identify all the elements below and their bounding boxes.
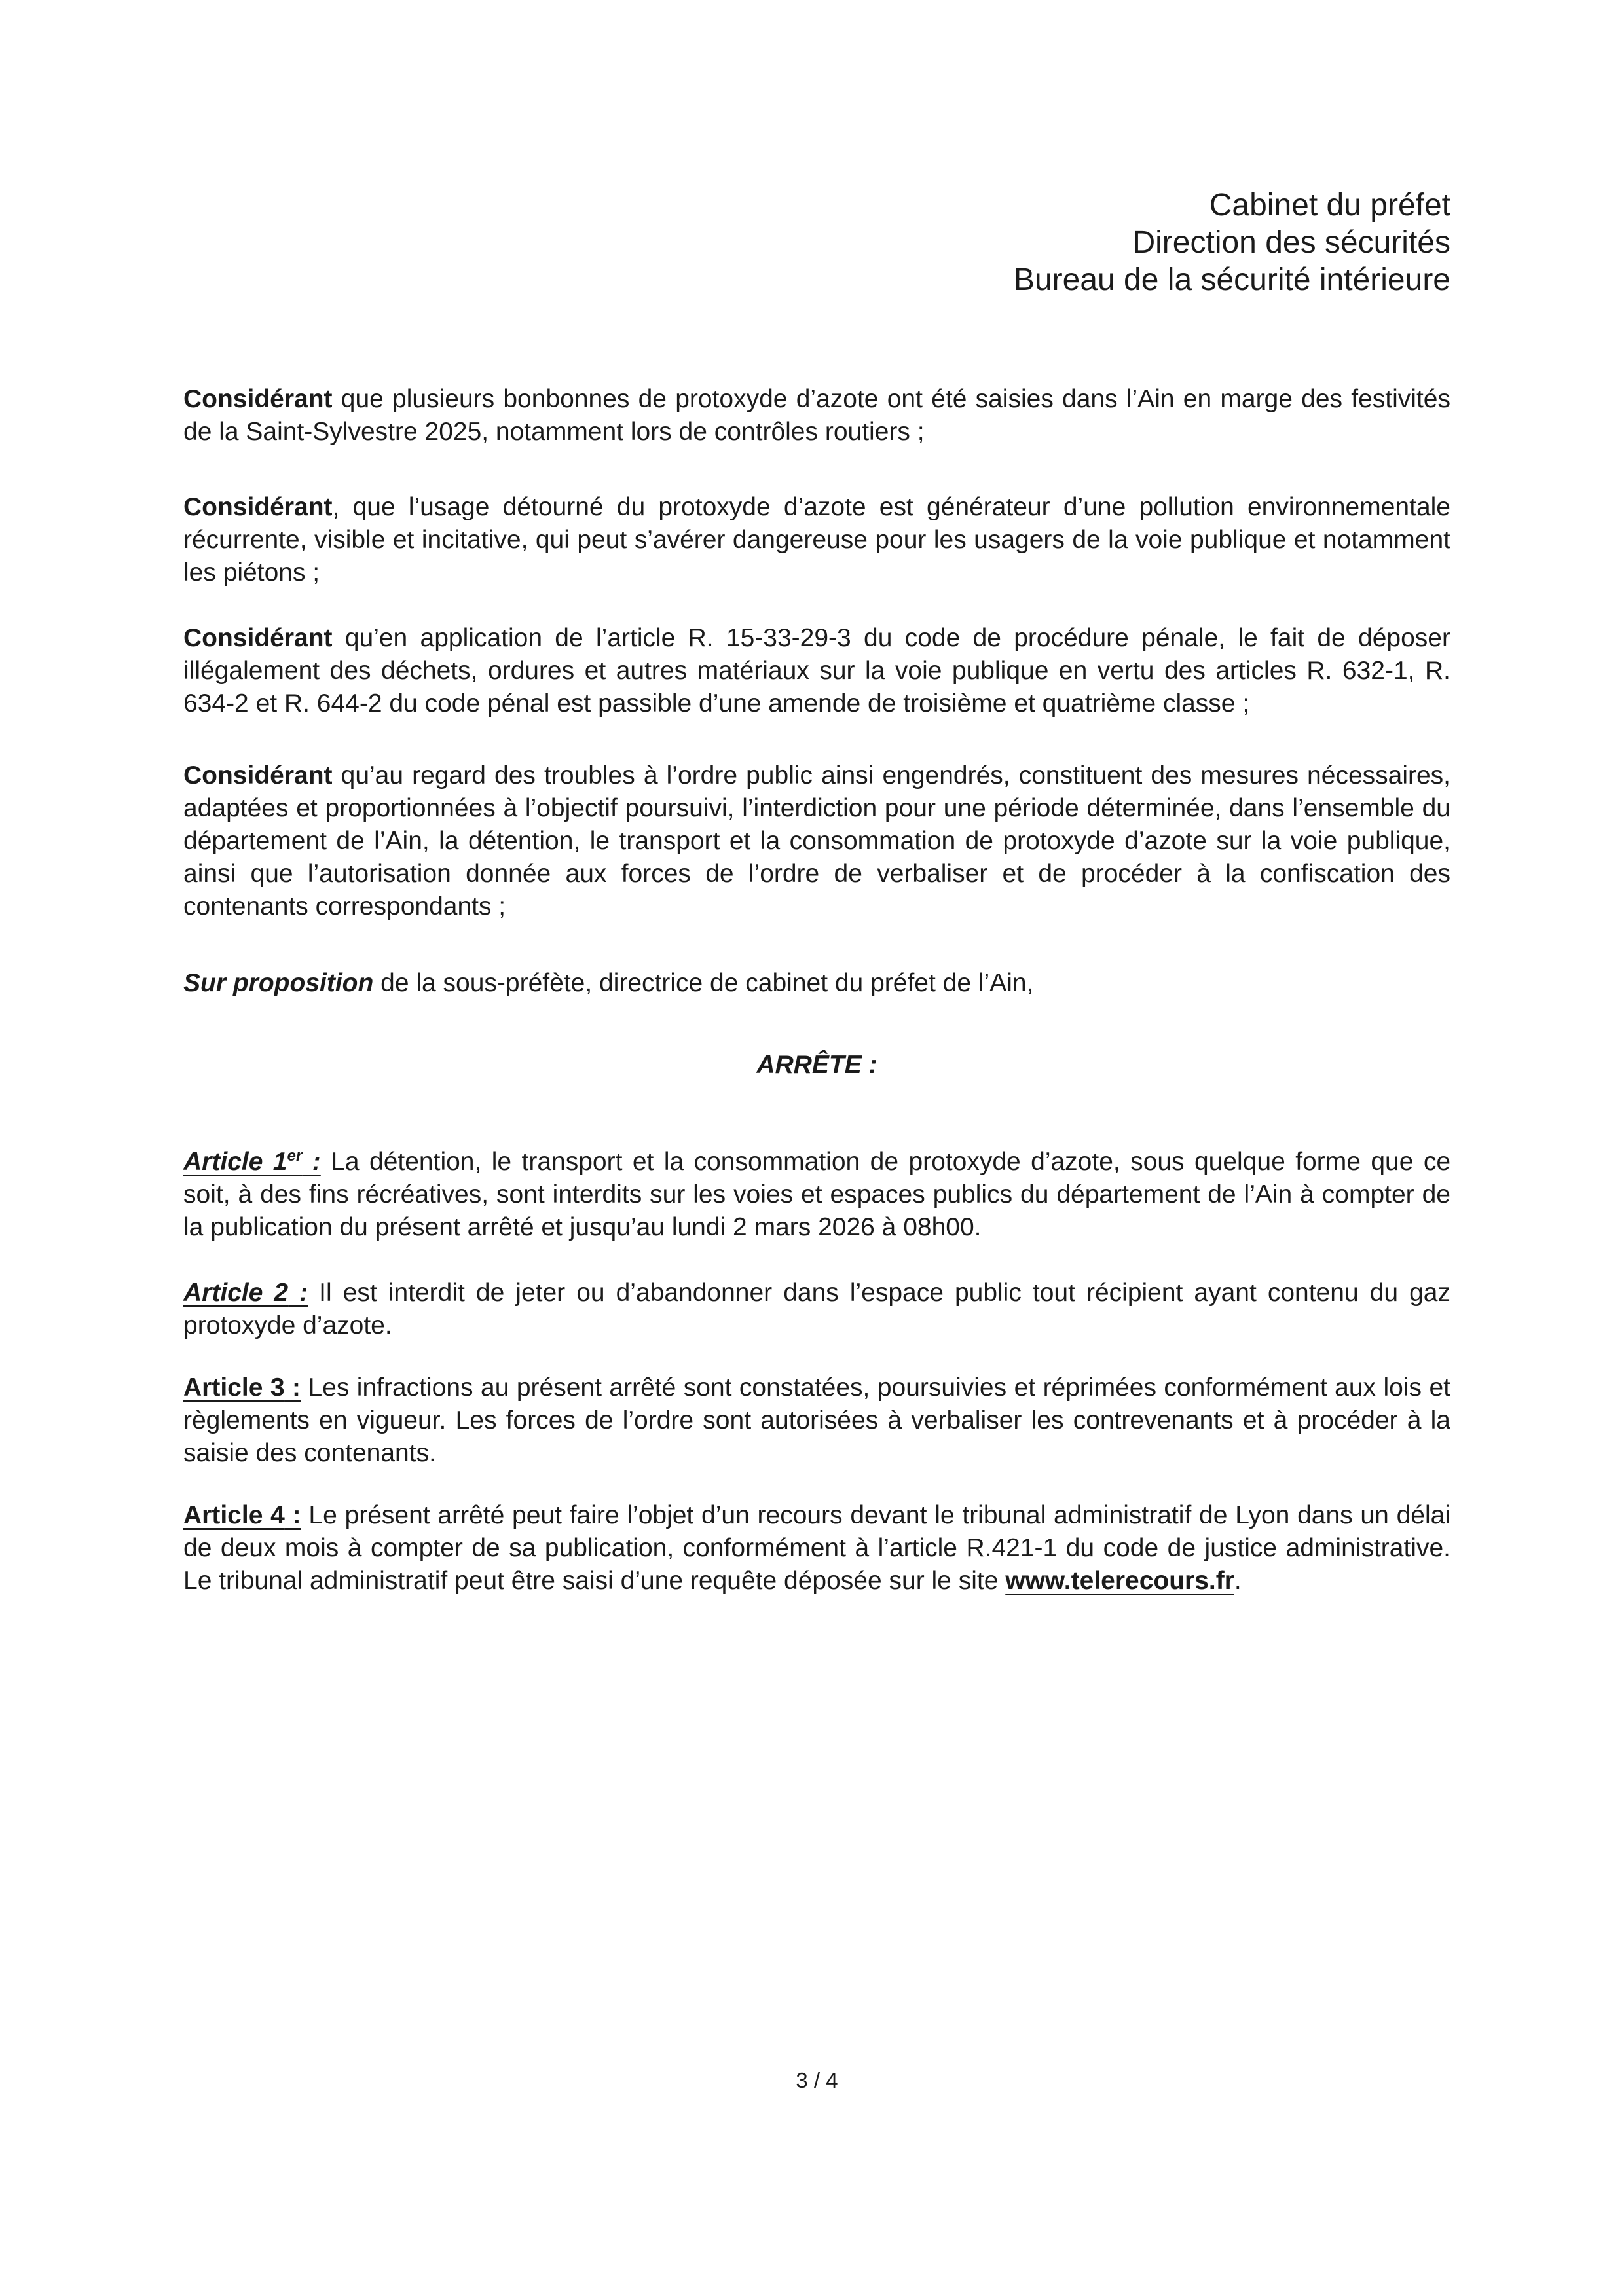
article-3-colon: :: [284, 1374, 301, 1402]
sur-proposition-paragraph: [183, 967, 1450, 1000]
considerant-2-lead: Considérant: [183, 493, 333, 521]
article-4-label: Article 4: [183, 1501, 285, 1529]
article-1-paragraph: [183, 1146, 1450, 1244]
considerant-paragraph-2: [183, 491, 1450, 589]
article-3-heading: [183, 1374, 301, 1402]
article-4-text-after-link: .: [1234, 1567, 1242, 1595]
telerecours-link[interactable]: www.telerecours.fr: [1005, 1567, 1234, 1595]
letterhead-line-direction: Direction des sécurités: [1132, 225, 1450, 260]
article-1-superscript: er: [287, 1147, 303, 1165]
article-2-colon: :: [288, 1279, 308, 1307]
considerant-paragraph-3: [183, 622, 1450, 720]
article-4-heading: [183, 1501, 301, 1529]
letterhead-line-bureau: Bureau de la sécurité intérieure: [1013, 263, 1450, 297]
article-2-paragraph: [183, 1277, 1450, 1342]
considerant-4-text: qu’au regard des troubles à l’ordre public ainsi engendrés, constituent des mesures nécessaires, adaptées et proportionnées à l’objectif poursuivi, l’interdiction pour une période déterminée, dans l’ensemble du département de l’Ain, la détention, le transport et la consommation de protoxyde d’azote sur la voie publique, ainsi que l’autorisation donnée aux forces de l’ordre de verbaliser et de procéder à la confiscation des contenants correspondants ;: [183, 761, 1450, 920]
article-4-text-before-link: Le présent arrêté peut faire l’objet d’un recours devant le tribunal administratif de Lyon dans un délai de deux mois à compter de sa publication, conformément à l’article R.421-1 du code de justice administrative. Le tribunal administratif peut être saisi d’une requête déposée sur le site: [183, 1501, 1450, 1595]
article-3-paragraph: [183, 1372, 1450, 1470]
article-2-text: Il est interdit de jeter ou d’abandonner dans l’espace public tout récipient ayant contenu du gaz protoxyde d’azote.: [183, 1279, 1450, 1339]
letterhead-line-cabinet: Cabinet du préfet: [1209, 188, 1450, 223]
article-1-heading: [183, 1148, 321, 1176]
considerant-paragraph-4: [183, 759, 1450, 923]
considerant-paragraph-1: [183, 383, 1450, 448]
article-2-label: Article 2: [183, 1279, 289, 1307]
article-4-colon: :: [284, 1501, 301, 1529]
article-1-text: La détention, le transport et la consommation de protoxyde d’azote, sous quelque forme que ce soit, à des fins récréatives, sont interdits sur les voies et espaces publics du département de l’Ain à compter de la publication du présent arrêté et jusqu’au lundi 2 mars 2026 à 08h00.: [183, 1148, 1451, 1241]
considerant-1-text: que plusieurs bonbonnes de protoxyde d’azote ont été saisies dans l’Ain en marge des festivités de la Saint-Sylvestre 2025, notamment lors de contrôles routiers ;: [183, 385, 1450, 446]
document-content: [183, 187, 1450, 1597]
considerant-3-lead: Considérant: [183, 624, 333, 652]
sur-proposition-text: de la sous-préfète, directrice de cabinet du préfet de l’Ain,: [373, 969, 1034, 997]
considerant-3-text: qu’en application de l’article R. 15-33-29-3 du code de procédure pénale, le fait de déposer illégalement des déchets, ordures et autres matériaux sur la voie publique en vertu des articles R. 632-1, R. 634-2 et R. 644-2 du code pénal est passible d’une amende de troisième et quatrième classe ;: [183, 624, 1450, 718]
article-3-label: Article 3: [183, 1374, 285, 1402]
considerant-1-lead: Considérant: [183, 385, 333, 413]
arrete-heading: ARRÊTE :: [756, 1051, 877, 1079]
article-1-label: Article 1: [183, 1148, 287, 1176]
considerant-4-lead: Considérant: [183, 761, 333, 790]
article-2-heading: [183, 1279, 308, 1307]
page-number: 3 / 4: [796, 2068, 838, 2092]
article-3-text: Les infractions au présent arrêté sont constatées, poursuivies et réprimées conformément aux lois et règlements en vigueur. Les forces de l’ordre sont autorisées à verbaliser les contrevenants et à procéder à la saisie des contenants.: [183, 1374, 1451, 1467]
considerant-2-text: , que l’usage détourné du protoxyde d’azote est générateur d’une pollution environnementale récurrente, visible et incitative, qui peut s’avérer dangereuse pour les usagers de la voie publique et notamment les piétons ;: [183, 493, 1450, 587]
article-4-paragraph: [183, 1499, 1450, 1597]
article-1-colon: :: [302, 1148, 321, 1176]
letterhead: [183, 187, 1450, 299]
sur-proposition-lead: Sur proposition: [183, 969, 374, 997]
